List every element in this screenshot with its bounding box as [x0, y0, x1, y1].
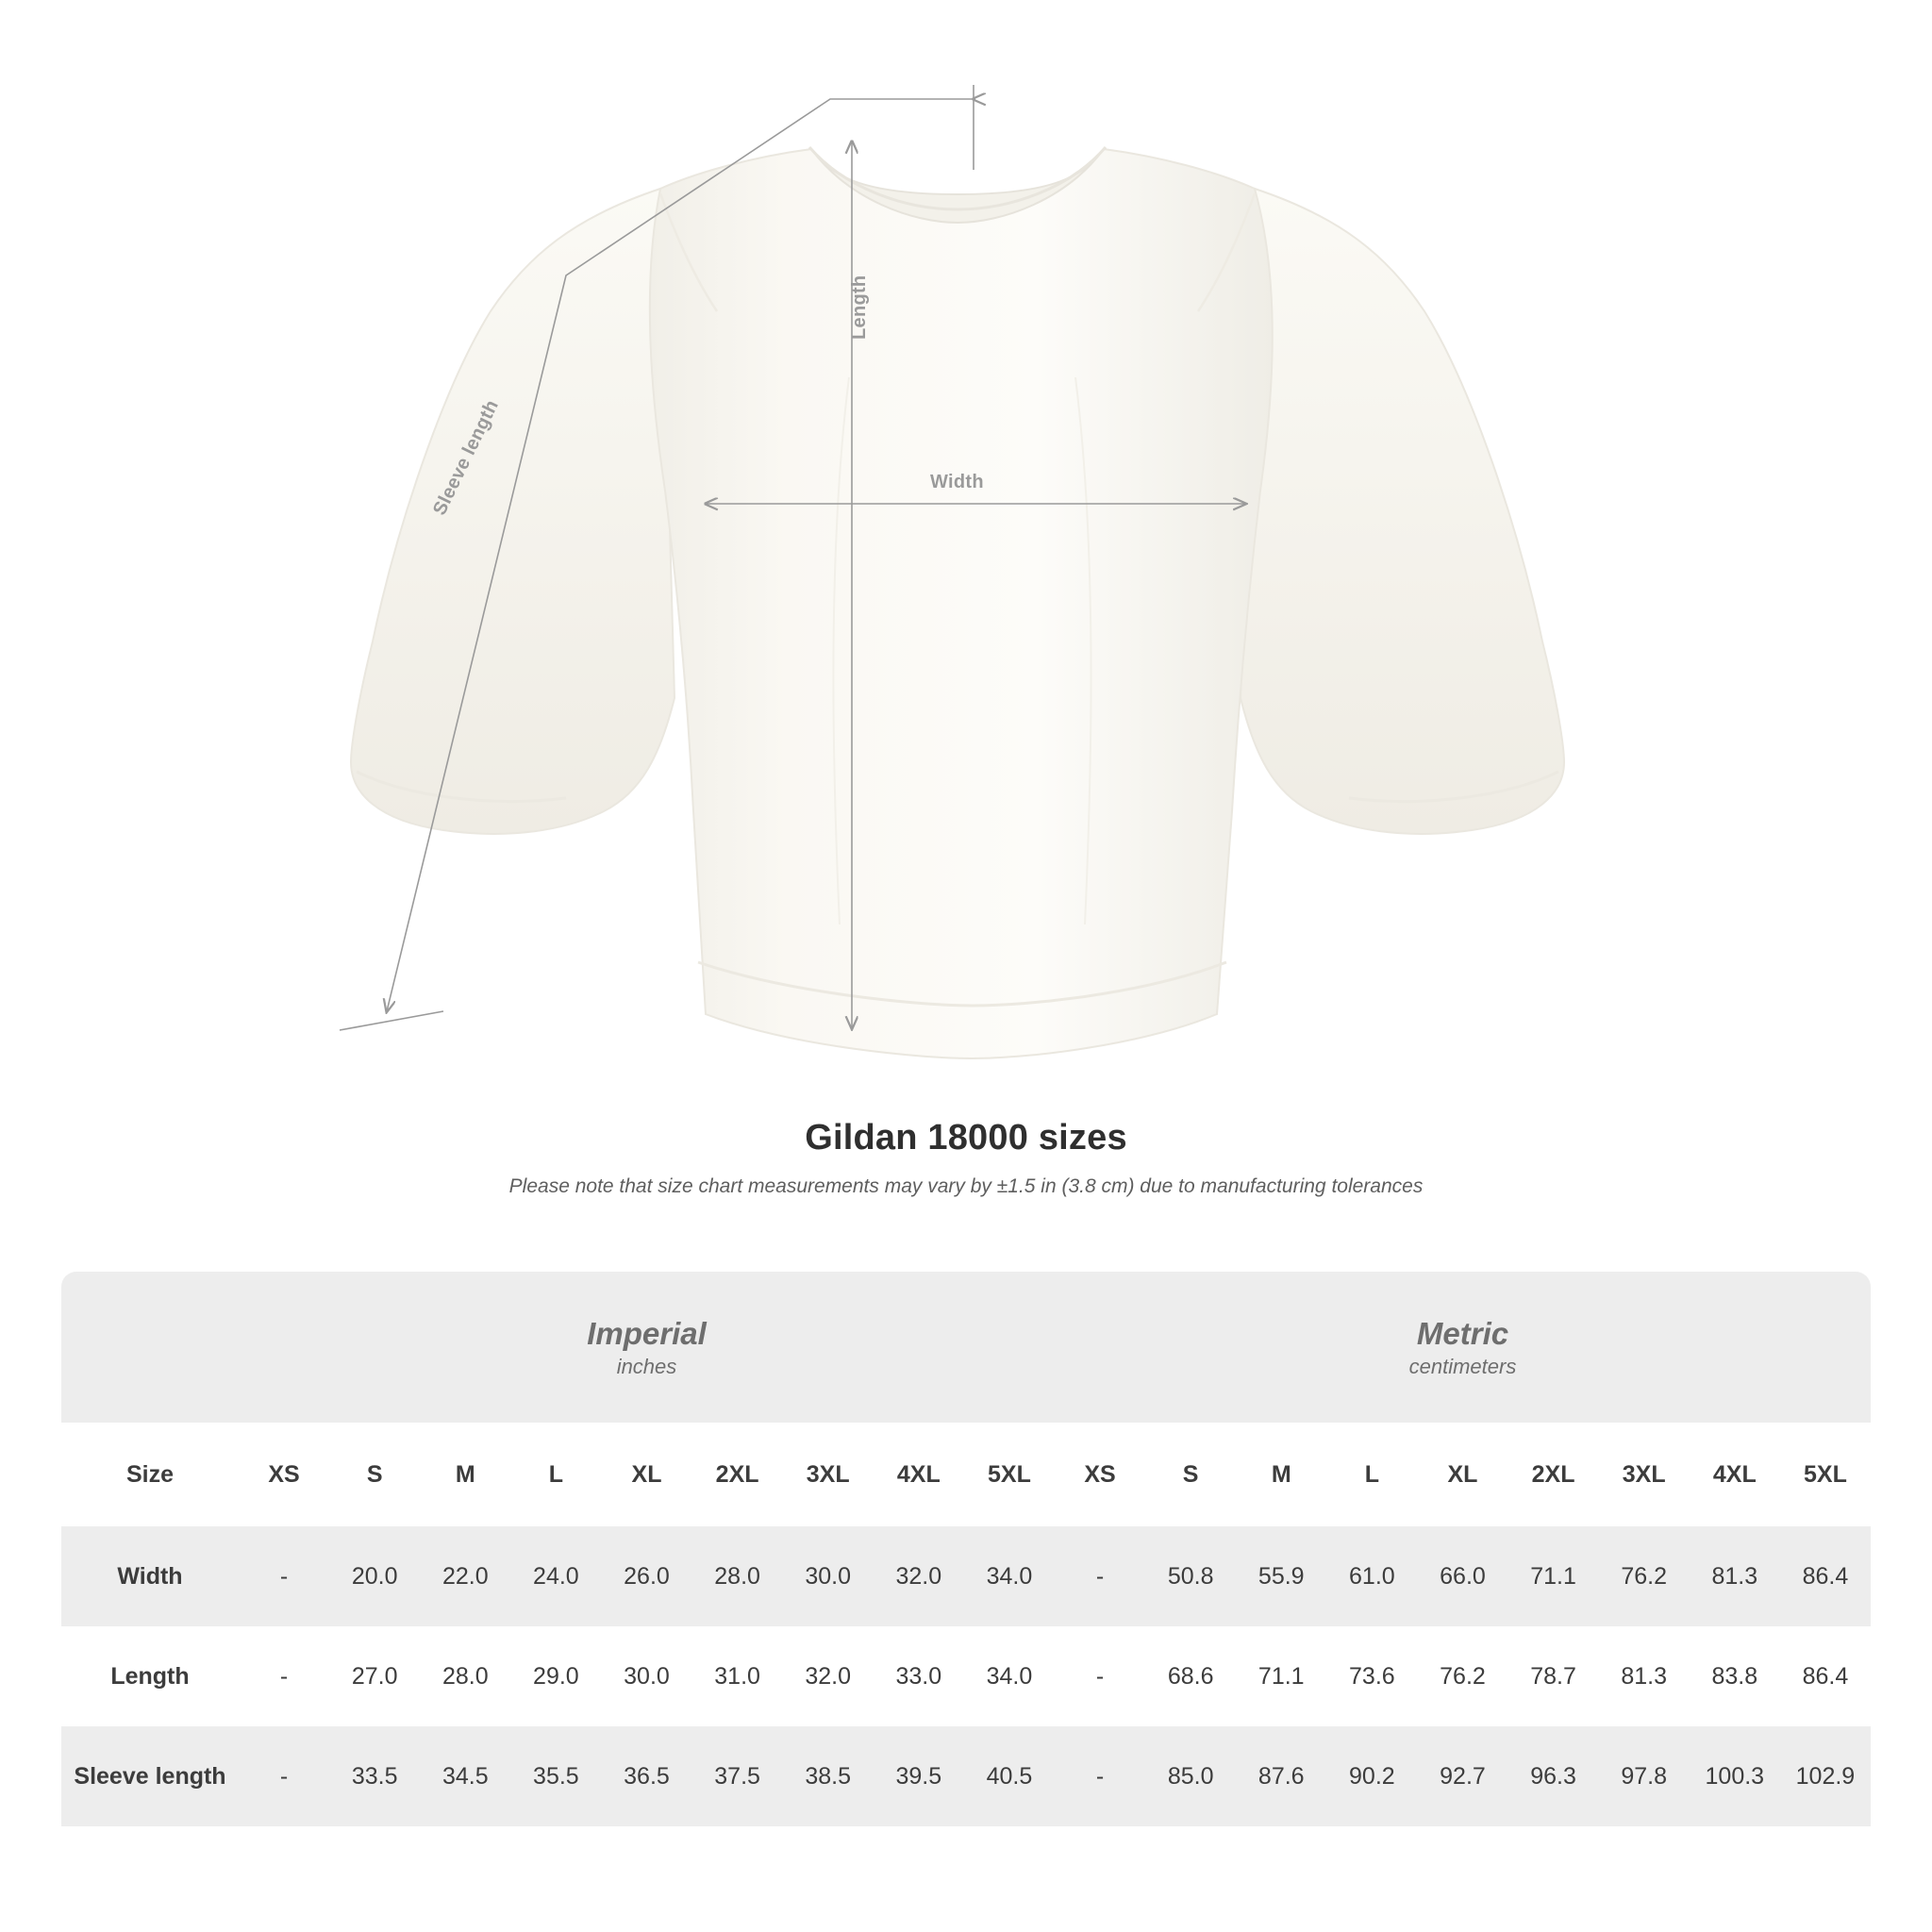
width-met-8: 86.4 — [1780, 1526, 1871, 1626]
size-imp-7: 4XL — [874, 1423, 964, 1526]
table-row — [61, 1526, 1871, 1626]
length-imp-0: - — [239, 1626, 329, 1726]
length-imp-7: 33.0 — [874, 1626, 964, 1726]
width-met-6: 76.2 — [1599, 1526, 1690, 1626]
size-imp-8: 5XL — [964, 1423, 1055, 1526]
sleeve-met-5: 96.3 — [1508, 1726, 1599, 1826]
width-imp-4: 26.0 — [601, 1526, 691, 1626]
width-met-7: 81.3 — [1690, 1526, 1780, 1626]
size-imp-4: XL — [601, 1423, 691, 1526]
width-imp-8: 34.0 — [964, 1526, 1055, 1626]
width-met-0: - — [1055, 1526, 1145, 1626]
sleeve-met-4: 92.7 — [1417, 1726, 1507, 1826]
imperial-title: Imperial — [587, 1315, 707, 1351]
length-met-3: 73.6 — [1326, 1626, 1417, 1726]
size-imp-1: S — [329, 1423, 420, 1526]
sleeve-met-6: 97.8 — [1599, 1726, 1690, 1826]
sleeve-met-8: 102.9 — [1780, 1726, 1871, 1826]
width-met-5: 71.1 — [1508, 1526, 1599, 1626]
row-label-sleeve-length: Sleeve length — [61, 1726, 239, 1826]
width-imp-0: - — [239, 1526, 329, 1626]
sleeve-met-7: 100.3 — [1690, 1726, 1780, 1826]
sleeve-imp-6: 38.5 — [783, 1726, 874, 1826]
sleeve-met-3: 90.2 — [1326, 1726, 1417, 1826]
table-row — [61, 1726, 1871, 1826]
length-met-6: 81.3 — [1599, 1626, 1690, 1726]
garment-shape — [351, 147, 1564, 1058]
size-met-8: 5XL — [1780, 1423, 1871, 1526]
imperial-group-header — [239, 1272, 1055, 1423]
width-met-3: 61.0 — [1326, 1526, 1417, 1626]
page-title: Gildan 18000 sizes — [805, 1118, 1127, 1158]
length-met-1: 68.6 — [1145, 1626, 1236, 1726]
size-imp-3: L — [510, 1423, 601, 1526]
size-met-4: XL — [1417, 1423, 1507, 1526]
width-imp-2: 22.0 — [420, 1526, 510, 1626]
size-imp-5: 2XL — [692, 1423, 783, 1526]
size-met-5: 2XL — [1508, 1423, 1599, 1526]
width-met-4: 66.0 — [1417, 1526, 1507, 1626]
size-table — [61, 1272, 1871, 1826]
width-imp-1: 20.0 — [329, 1526, 420, 1626]
tolerance-note: Please note that size chart measurements may vary by ±1.5 in (3.8 cm) due to manufacturing tolerances — [508, 1175, 1424, 1197]
metric-title: Metric — [1416, 1315, 1509, 1351]
sleeve-length-dimension-label: Sleeve length — [429, 396, 504, 519]
length-imp-5: 31.0 — [692, 1626, 783, 1726]
length-dimension-label: Length — [849, 275, 870, 340]
length-imp-3: 29.0 — [510, 1626, 601, 1726]
size-met-0: XS — [1055, 1423, 1145, 1526]
sleeve-met-1: 85.0 — [1145, 1726, 1236, 1826]
sleeve-imp-3: 35.5 — [510, 1726, 601, 1826]
length-met-5: 78.7 — [1508, 1626, 1599, 1726]
sleeve-imp-2: 34.5 — [420, 1726, 510, 1826]
size-met-3: L — [1326, 1423, 1417, 1526]
length-imp-2: 28.0 — [420, 1626, 510, 1726]
length-imp-1: 27.0 — [329, 1626, 420, 1726]
row-label-length: Length — [61, 1626, 239, 1726]
size-met-1: S — [1145, 1423, 1236, 1526]
table-row — [61, 1626, 1871, 1726]
width-imp-6: 30.0 — [783, 1526, 874, 1626]
length-met-8: 86.4 — [1780, 1626, 1871, 1726]
width-met-2: 55.9 — [1236, 1526, 1326, 1626]
sleeve-met-2: 87.6 — [1236, 1726, 1326, 1826]
width-imp-3: 24.0 — [510, 1526, 601, 1626]
width-imp-7: 32.0 — [874, 1526, 964, 1626]
sleeve-imp-0: - — [239, 1726, 329, 1826]
unit-header-spacer — [61, 1272, 239, 1423]
sleeve-imp-4: 36.5 — [601, 1726, 691, 1826]
width-met-1: 50.8 — [1145, 1526, 1236, 1626]
length-met-4: 76.2 — [1417, 1626, 1507, 1726]
sleeve-met-0: - — [1055, 1726, 1145, 1826]
size-label-cell: Size — [61, 1423, 239, 1526]
length-met-2: 71.1 — [1236, 1626, 1326, 1726]
width-imp-5: 28.0 — [692, 1526, 783, 1626]
length-met-7: 83.8 — [1690, 1626, 1780, 1726]
size-met-6: 3XL — [1599, 1423, 1690, 1526]
size-met-2: M — [1236, 1423, 1326, 1526]
metric-subtitle: centimeters — [1408, 1354, 1517, 1378]
width-dimension-label: Width — [930, 472, 984, 492]
sleeve-imp-5: 37.5 — [692, 1726, 783, 1826]
sleeve-imp-7: 39.5 — [874, 1726, 964, 1826]
size-table-wrapper — [61, 1272, 1871, 1826]
metric-group-header — [1055, 1272, 1871, 1423]
title-block — [0, 1118, 1932, 1198]
size-imp-2: M — [420, 1423, 510, 1526]
size-met-7: 4XL — [1690, 1423, 1780, 1526]
length-imp-4: 30.0 — [601, 1626, 691, 1726]
size-header-row — [61, 1423, 1871, 1526]
imperial-subtitle: inches — [616, 1354, 677, 1378]
size-imp-0: XS — [239, 1423, 329, 1526]
length-imp-8: 34.0 — [964, 1626, 1055, 1726]
sleeve-imp-1: 33.5 — [329, 1726, 420, 1826]
sleeve-imp-8: 40.5 — [964, 1726, 1055, 1826]
length-met-0: - — [1055, 1626, 1145, 1726]
length-imp-6: 32.0 — [783, 1626, 874, 1726]
size-imp-6: 3XL — [783, 1423, 874, 1526]
unit-header-row — [61, 1272, 1871, 1423]
row-label-width: Width — [61, 1526, 239, 1626]
